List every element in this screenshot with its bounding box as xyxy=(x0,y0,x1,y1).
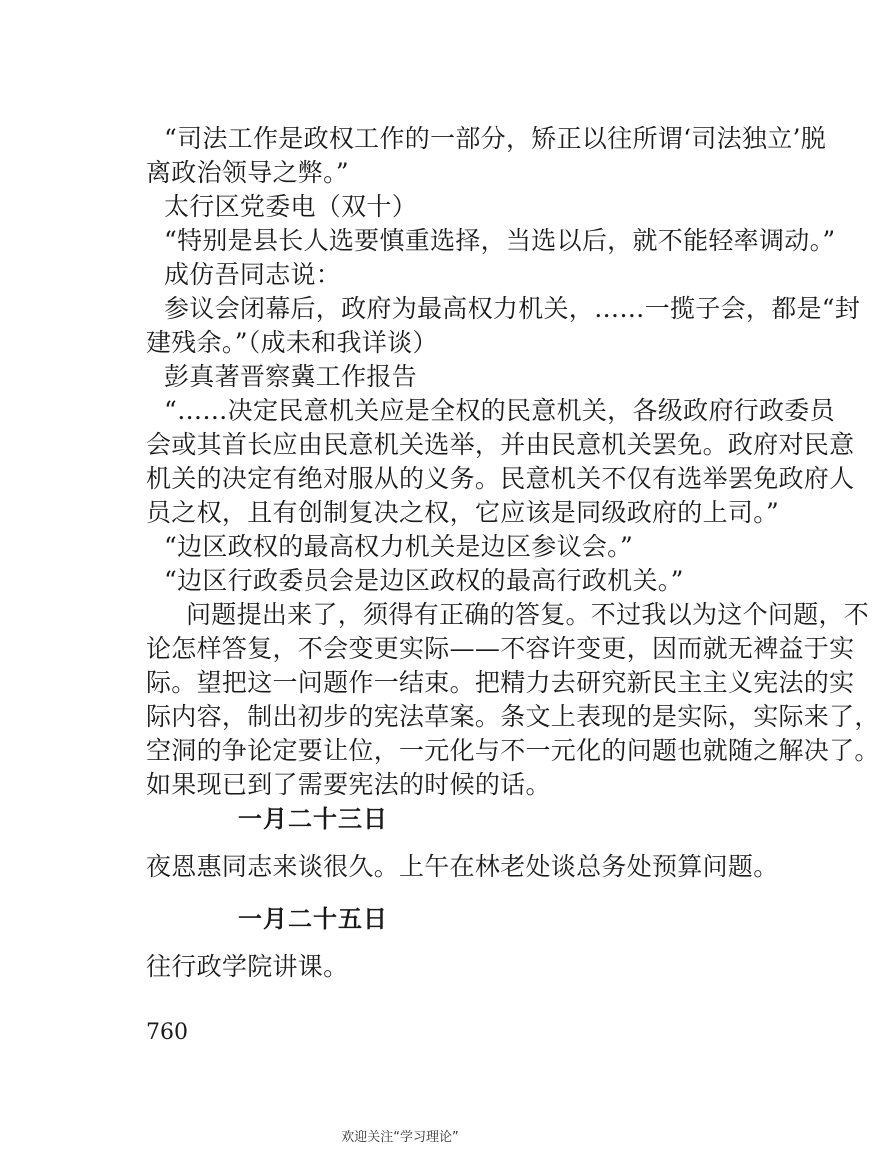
page-number: 760 xyxy=(146,1020,188,1045)
body-line: “边区行政委员会是边区政权的最高行政机关。” xyxy=(164,566,684,595)
body-line: 彭真著晋察冀工作报告 xyxy=(164,362,418,391)
footer-note: 欢迎关注“学习理论” xyxy=(341,1130,459,1145)
body-line: 参议会闭幕后，政府为最高权力机关，……一揽子会，都是“封 xyxy=(164,294,861,323)
body-line: 成仿吾同志说： xyxy=(164,260,342,289)
body-line: “司法工作是政权工作的一部分，矫正以往所谓‘司法独立’脱 xyxy=(164,124,827,153)
body-line: 员之权，且有创制复决之权，它应该是同级政府的上司。” xyxy=(146,498,780,527)
entry-text: 往行政学院讲课。 xyxy=(146,952,349,981)
body-line: 会或其首长应由民意机关选举，并由民意机关罢免。政府对民意 xyxy=(146,430,855,459)
body-line: 离政治领导之弊。” xyxy=(146,158,349,187)
body-line: 空洞的争论定要让位，一元化与不一元化的问题也就随之解决了。 xyxy=(146,736,880,765)
entry-date-heading: 一月二十五日 xyxy=(238,905,388,933)
body-line: 如果现已到了需要宪法的时候的话。 xyxy=(146,770,551,799)
entry-date-heading: 一月二十三日 xyxy=(238,805,388,833)
body-line: 建残余。”（成未和我详谈） xyxy=(146,328,438,357)
body-line: 际。望把这一问题作一结束。把精力去研究新民主主义宪法的实 xyxy=(146,668,855,697)
body-line: “边区政权的最高权力机关是边区参议会。” xyxy=(164,532,634,561)
entry-text: 夜恩惠同志来谈很久。上午在林老处谈总务处预算问题。 xyxy=(146,852,779,881)
body-line: 机关的决定有绝对服从的义务。民意机关不仅有选举罢免政府人 xyxy=(146,464,855,493)
body-line: “特别是县长人选要慎重选择，当选以后，就不能轻率调动。” xyxy=(164,226,836,255)
body-line: 太行区党委电（双十） xyxy=(164,192,418,221)
body-line: 论怎样答复，不会变更实际——不容许变更，因而就无裨益于实 xyxy=(146,634,855,663)
body-line: “……决定民意机关应是全权的民意机关，各级政府行政委员 xyxy=(164,396,835,425)
body-line: 际内容，制出初步的宪法草案。条文上表现的是实际，实际来了， xyxy=(146,702,880,731)
body-line: 问题提出来了，须得有正确的答复。不过我以为这个问题，不 xyxy=(186,600,870,629)
